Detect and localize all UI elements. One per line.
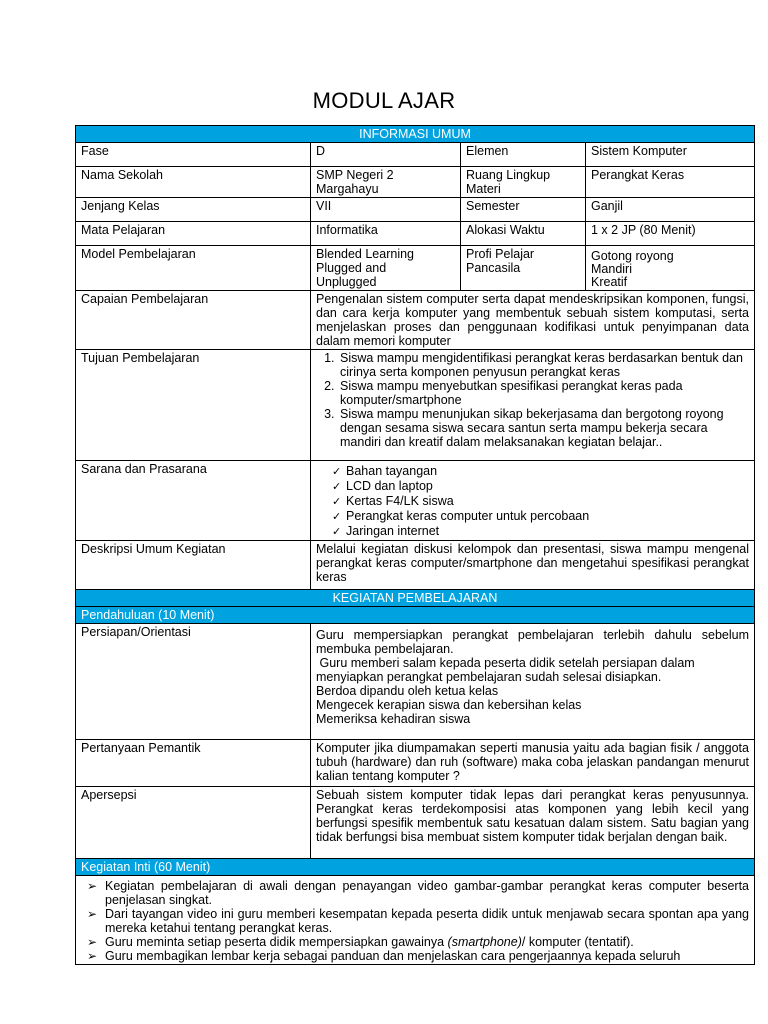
table-row (76, 291, 755, 350)
persiapan-line: Mengecek kerapian siswa dan kebersihan kelas (316, 698, 582, 712)
model-line: Unplugged (316, 275, 377, 289)
value-jenjang-kelas: VII (311, 198, 461, 222)
value-tujuan (311, 350, 755, 461)
inti-item-c: / komputer (tentatif). (521, 935, 634, 949)
persiapan-line: Memeriksa kehadiran siswa (316, 712, 471, 726)
value-elemen: Sistem Komputer (586, 143, 755, 167)
inti-item: Guru membagikan lembar kerja sebagai panduan dan menjelaskan cara pengerjaannya kepada seluruh (105, 949, 681, 963)
label-deskripsi: Deskripsi Umum Kegiatan (76, 541, 311, 590)
value-profil-pelajar (586, 246, 755, 291)
list-item (85, 879, 749, 907)
label-nama-sekolah: Nama Sekolah (76, 167, 311, 198)
list-item (85, 949, 749, 963)
list-item (85, 935, 749, 949)
kegiatan-header: KEGIATAN PEMBELAJARAN (76, 590, 755, 607)
persiapan-line: Guru memberi salam kepada peserta didik setelah persiapan dalam (316, 656, 695, 670)
inti-list (81, 879, 749, 963)
check-icon: ✓ (332, 481, 342, 493)
inti-header: Kegiatan Inti (60 Menit) (76, 859, 755, 876)
label-apersepsi: Apersepsi (76, 787, 311, 859)
table-row (76, 876, 755, 965)
arrow-icon: ➢ (87, 879, 98, 893)
value-inti (76, 876, 755, 965)
profil-line: Gotong royong (591, 249, 674, 263)
persiapan-line: menyiapkan perangkat pembelajaran sudah selesai disiapkan. (316, 670, 662, 684)
inti-item-b: (smartphone) (447, 935, 522, 949)
value-nama-sekolah: SMP Negeri 2 Margahayu (311, 167, 461, 198)
list-item: 1. Siswa mampu mengidentifikasi perangkat keras berdasarkan bentuk dan cirinya serta komponen penyusun perangkat keras (338, 351, 749, 379)
table-row (76, 198, 755, 222)
inti-item: Dari tayangan video ini guru memberi kesempatan kepada peserta didik untuk menjawab secara spontan apa yang mereka ketahui tentang perangkat keras. (105, 907, 749, 935)
value-mata-pelajaran: Informatika (311, 222, 461, 246)
model-line: Blended Learning (316, 247, 414, 261)
table-row (76, 541, 755, 590)
value-semester: Ganjil (586, 198, 755, 222)
value-pemantik: Komputer jika diumpamakan seperti manusia yaitu ada bagian fisik / anggota tubuh (hardware) dan ruh (software) maka coba jelaskan pandangan menurut kalian tentang komputer ? (311, 740, 755, 787)
label-capaian: Capaian Pembelajaran (76, 291, 311, 350)
label-ruang-lingkup: Ruang Lingkup Materi (461, 167, 586, 198)
inti-item: Kegiatan pembelajaran di awali dengan penayangan video gambar-gambar perangkat keras computer beserta penjelasan singkat. (105, 879, 749, 907)
profil-line: Mandiri (591, 262, 632, 276)
sarana-item: Jaringan internet (346, 524, 440, 538)
list-item (328, 524, 749, 539)
inti-item-a: Guru meminta setiap peserta didik mempersiapkan gawainya (105, 935, 448, 949)
model-line: Plugged and (316, 261, 387, 275)
table-row (76, 624, 755, 740)
label-profil-pelajar: Profi Pelajar Pancasila (461, 246, 586, 291)
list-item (328, 464, 749, 479)
table-row (76, 740, 755, 787)
arrow-icon: ➢ (87, 935, 98, 949)
value-fase: D (311, 143, 461, 167)
sarana-item: Perangkat keras computer untuk percobaan (346, 509, 590, 523)
value-persiapan (311, 624, 755, 740)
table-row (76, 167, 755, 198)
value-capaian: Pengenalan sistem computer serta dapat mendeskripsikan komponen, fungsi, dan cara kerja komputer yang membentuk sebuah sistem komputasi, serta menjelaskan proses dan penggunaan kodifikasi untuk penyimpanan data dalam memori komputer (311, 291, 755, 350)
check-icon: ✓ (332, 511, 342, 523)
table-row (76, 787, 755, 859)
label-persiapan: Persiapan/Orientasi (76, 624, 311, 740)
tujuan-list (316, 351, 749, 449)
label-alokasi-waktu: Alokasi Waktu (461, 222, 586, 246)
table-row (76, 143, 755, 167)
modul-table (75, 125, 755, 965)
label-elemen: Elemen (461, 143, 586, 167)
arrow-icon: ➢ (87, 949, 98, 963)
label-fase: Fase (76, 143, 311, 167)
list-item (328, 479, 749, 494)
table-row (76, 461, 755, 541)
list-item: 2. Siswa mampu menyebutkan spesifikasi perangkat keras pada komputer/smartphone (338, 379, 749, 407)
persiapan-line: Guru mempersiapkan perangkat pembelajaran terlebih dahulu sebelum membuka pembelajaran. (316, 628, 749, 656)
check-icon: ✓ (332, 466, 342, 478)
profil-line: Kreatif (591, 275, 628, 289)
informasi-umum-header: INFORMASI UMUM (76, 126, 755, 143)
table-row (76, 350, 755, 461)
list-item (85, 907, 749, 935)
value-model-pembelajaran (311, 246, 461, 291)
value-apersepsi: Sebuah sistem komputer tidak lepas dari perangkat keras penyusunnya. Perangkat keras terdekomposisi atas komponen yang lebih kecil yang berfungsi spesifik membentuk satu kesatuan dalam sistem. Satu bagian yang tidak berfungsi bisa membuat sistem komputer tidak berjalan dengan baik. (311, 787, 755, 859)
sarana-list (316, 464, 749, 539)
arrow-icon: ➢ (87, 907, 98, 921)
label-tujuan: Tujuan Pembelajaran (76, 350, 311, 461)
label-model-pembelajaran: Model Pembelajaran (76, 246, 311, 291)
check-icon: ✓ (332, 496, 342, 508)
table-row (76, 246, 755, 291)
label-jenjang-kelas: Jenjang Kelas (76, 198, 311, 222)
check-icon: ✓ (332, 526, 342, 538)
table-row (76, 222, 755, 246)
value-sarana (311, 461, 755, 541)
label-mata-pelajaran: Mata Pelajaran (76, 222, 311, 246)
value-deskripsi: Melalui kegiatan diskusi kelompok dan presentasi, siswa mampu mengenal perangkat keras computer/smartphone dan mengetahui spesifikasi perangkat keras (311, 541, 755, 590)
label-sarana: Sarana dan Prasarana (76, 461, 311, 541)
value-ruang-lingkup: Perangkat Keras (586, 167, 755, 198)
sarana-item: Bahan tayangan (346, 464, 438, 478)
persiapan-line: Berdoa dipandu oleh ketua kelas (316, 684, 499, 698)
pendahuluan-header: Pendahuluan (10 Menit) (76, 607, 755, 624)
list-item (328, 509, 749, 524)
label-semester: Semester (461, 198, 586, 222)
label-pemantik: Pertanyaan Pemantik (76, 740, 311, 787)
list-item (328, 494, 749, 509)
value-alokasi-waktu: 1 x 2 JP (80 Menit) (586, 222, 755, 246)
list-item: 3. Siswa mampu menunjukan sikap bekerjasama dan bergotong royong dengan sesama siswa secara santun serta mampu bekerja secara mandiri dan kreatif dalam melaksanakan kegiatan belajar.. (338, 407, 749, 449)
sarana-item: LCD dan laptop (346, 479, 433, 493)
page-title: MODUL AJAR (312, 88, 456, 113)
sarana-item: Kertas F4/LK siswa (346, 494, 454, 508)
